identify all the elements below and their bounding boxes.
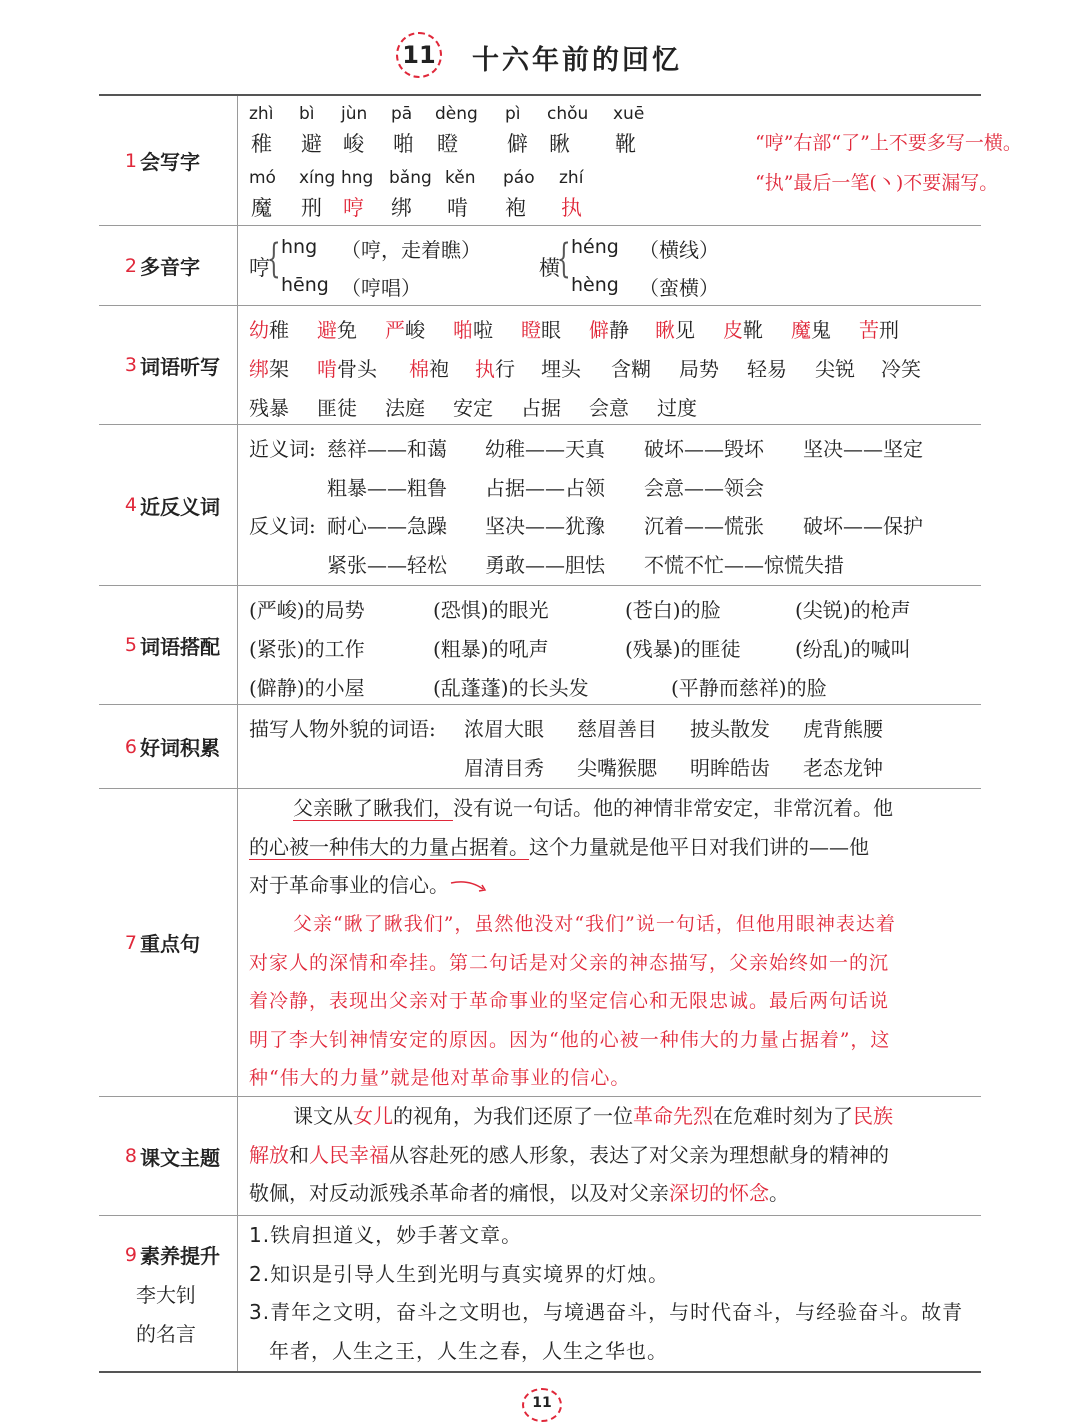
quotes-list bbox=[249, 1216, 973, 1370]
section-label bbox=[99, 1216, 238, 1371]
reading-example: （哼唱） bbox=[341, 276, 421, 300]
word-pair: 慈祥——和蔼 bbox=[327, 437, 447, 461]
section-6-row bbox=[99, 705, 981, 789]
category-label: 描写人物外貌的词语: bbox=[249, 717, 436, 741]
section-title: 会写字 bbox=[140, 150, 200, 174]
good-word: 披头散发 bbox=[690, 717, 770, 741]
pinyin: bì bbox=[299, 104, 315, 124]
annotation-arrow-icon bbox=[449, 879, 489, 895]
collocation: (残暴)的匪徒 bbox=[625, 637, 741, 661]
dictation-word: 魔鬼 bbox=[791, 318, 831, 342]
dictation-word: 避免 bbox=[317, 318, 357, 342]
reading: hng bbox=[281, 236, 318, 258]
quote-item: 1.铁肩担道义，妙手著文章。 bbox=[249, 1223, 523, 1247]
reading: hēng bbox=[281, 274, 329, 296]
section-7-content bbox=[249, 789, 973, 1096]
word-pair: 破坏——保护 bbox=[803, 514, 923, 538]
dictation-word: 局势 bbox=[679, 357, 719, 381]
section-number: 5 bbox=[124, 634, 137, 656]
character: 瞅 bbox=[549, 132, 570, 156]
sentence-text: 没有说一句话。他的神情非常安定，非常沉着。他 bbox=[453, 796, 893, 820]
good-word: 虎背熊腰 bbox=[803, 717, 883, 741]
theme-keyword: 人民幸福 bbox=[309, 1142, 389, 1167]
dictation-word: 埋头 bbox=[541, 357, 581, 381]
word-pair: 紧张——轻松 bbox=[327, 553, 447, 577]
pinyin: xuē bbox=[613, 104, 645, 124]
section-title: 好词积累 bbox=[140, 736, 220, 760]
pinyin: chǒu bbox=[547, 104, 589, 124]
analysis-line: 父亲“瞅了瞅我们”，虽然他没对“我们”说一句话，但他用眼神表达着 bbox=[293, 913, 896, 935]
character: 绑 bbox=[391, 196, 412, 220]
theme-text: 的视角，为我们还原了一位 bbox=[393, 1104, 633, 1128]
section-label bbox=[99, 705, 238, 788]
analysis-line: 明了李大钊神情安定的原因。因为“他的心被一种伟大的力量占据着”，这 bbox=[249, 1028, 891, 1051]
section-title: 词语听写 bbox=[140, 354, 220, 379]
brace-icon: { bbox=[266, 236, 281, 282]
character: 执 bbox=[561, 196, 582, 220]
character: 啪 bbox=[393, 132, 414, 156]
section-number: 8 bbox=[124, 1145, 137, 1167]
section-title: 近反义词 bbox=[140, 494, 220, 519]
section-5-row bbox=[99, 586, 981, 705]
dictation-word: 尖锐 bbox=[815, 357, 855, 381]
theme-paragraph bbox=[249, 1097, 973, 1213]
good-word: 眉清目秀 bbox=[464, 756, 544, 780]
brace-icon: { bbox=[556, 236, 571, 282]
pinyin: dèng bbox=[435, 104, 478, 124]
antonym-label: 反义词: bbox=[249, 514, 316, 538]
theme-keyword: 深切的怀念 bbox=[669, 1181, 769, 1206]
theme-text: 和 bbox=[289, 1142, 309, 1167]
section-7-row bbox=[99, 789, 981, 1097]
word-pair: 坚决——坚定 bbox=[803, 437, 923, 461]
synonym-label: 近义词: bbox=[249, 437, 316, 461]
pinyin: mó bbox=[249, 168, 276, 188]
theme-text: 在危难时刻为了 bbox=[713, 1104, 853, 1128]
section-label bbox=[99, 96, 238, 225]
character: 魔 bbox=[251, 196, 272, 220]
pinyin: hng bbox=[341, 168, 374, 188]
character: 避 bbox=[301, 132, 322, 156]
character: 刑 bbox=[301, 196, 322, 220]
section-2-row bbox=[99, 226, 981, 306]
word-pair: 勇敢——胆怯 bbox=[485, 553, 605, 577]
study-table bbox=[99, 94, 1022, 1373]
pinyin: xíng bbox=[299, 168, 336, 188]
theme-text: 从容赴死的感人形象，表达了对父亲为理想献身的精神的 bbox=[389, 1142, 889, 1167]
reading-example: （哼，走着瞧） bbox=[341, 238, 481, 262]
word-pair: 不慌不忙——惊慌失措 bbox=[644, 553, 844, 577]
good-word: 明眸皓齿 bbox=[690, 756, 770, 780]
analysis-line: 种“伟大的力量”就是他对革命事业的信心。 bbox=[249, 1067, 631, 1090]
section-9-row bbox=[99, 1216, 981, 1373]
quote-item: 2.知识是引导人生到光明与真实境界的灯烛。 bbox=[249, 1261, 670, 1286]
section-number: 7 bbox=[124, 931, 137, 954]
section-label bbox=[99, 789, 238, 1096]
section-5-content bbox=[249, 586, 973, 704]
section-8-content bbox=[249, 1097, 973, 1215]
section-number: 1 bbox=[124, 149, 137, 172]
section-number: 3 bbox=[124, 354, 137, 376]
lesson-number-badge: 11 bbox=[396, 32, 442, 78]
key-sentence-paragraph bbox=[249, 789, 973, 905]
character: 僻 bbox=[507, 132, 528, 156]
polyphone-char: 横 bbox=[539, 256, 560, 280]
section-6-content bbox=[249, 705, 973, 788]
dictation-word: 法庭 bbox=[385, 396, 425, 420]
theme-keyword: 革命先烈 bbox=[633, 1104, 713, 1128]
analysis-line: 着冷静，表现出父亲对于革命事业的坚定信心和无限忠诚。最后两句话说 bbox=[249, 990, 890, 1013]
section-3-row bbox=[99, 306, 981, 425]
dictation-word: 绑架 bbox=[249, 357, 289, 381]
section-subtitle: 的名言 bbox=[136, 1322, 196, 1346]
page-title: 十六年前的回忆 bbox=[472, 45, 682, 76]
writing-note-1: “哼”右部“了”上不要多写一横。 bbox=[755, 132, 1022, 154]
collocation: (紧张)的工作 bbox=[249, 637, 365, 661]
pinyin: zhí bbox=[559, 168, 584, 188]
dictation-word: 残暴 bbox=[249, 396, 289, 420]
dictation-word: 冷笑 bbox=[881, 357, 921, 381]
reading-example: （横线） bbox=[639, 238, 719, 262]
writing-note-2: “执”最后一笔(丶)不要漏写。 bbox=[755, 172, 999, 194]
theme-keyword: 民族 bbox=[853, 1104, 893, 1128]
dictation-word: 苦刑 bbox=[859, 318, 899, 342]
dictation-word: 棉袍 bbox=[409, 357, 449, 381]
dictation-word: 皮靴 bbox=[723, 318, 763, 342]
dictation-word: 执行 bbox=[475, 357, 515, 381]
section-label bbox=[99, 306, 238, 424]
good-word: 慈眉善目 bbox=[577, 717, 657, 741]
character: 峻 bbox=[343, 132, 364, 156]
section-number: 6 bbox=[124, 735, 137, 758]
page-number: 11 bbox=[522, 1388, 562, 1422]
dictation-word: 占据 bbox=[521, 396, 561, 420]
section-label bbox=[99, 226, 238, 305]
pinyin: bǎng bbox=[389, 168, 432, 188]
quote-item-continued: 年者，人生之王，人生之春，人生之华也。 bbox=[269, 1338, 668, 1363]
section-title: 课文主题 bbox=[140, 1145, 220, 1170]
section-number: 2 bbox=[124, 254, 137, 277]
word-pair: 占据——占领 bbox=[485, 476, 605, 500]
pinyin: jùn bbox=[341, 104, 368, 124]
good-word: 老态龙钟 bbox=[803, 756, 883, 780]
section-title: 多音字 bbox=[140, 255, 200, 279]
word-pair: 沉着——慌张 bbox=[644, 514, 764, 538]
pinyin: páo bbox=[503, 168, 535, 188]
collocation: (尖锐)的枪声 bbox=[795, 598, 911, 622]
theme-text: 课文从 bbox=[293, 1104, 353, 1128]
reading: hèng bbox=[571, 274, 619, 296]
reading: héng bbox=[571, 236, 619, 258]
analysis-line: 对家人的深情和牵挂。第二句话是对父亲的神态描写，父亲始终如一的沉 bbox=[249, 951, 890, 974]
collocation: (粗暴)的吼声 bbox=[433, 637, 549, 661]
section-title: 素养提升 bbox=[140, 1244, 220, 1268]
dictation-word: 严峻 bbox=[385, 318, 425, 342]
dictation-word: 过度 bbox=[657, 396, 697, 420]
dictation-word: 啪啦 bbox=[453, 318, 493, 342]
theme-keyword: 解放 bbox=[249, 1142, 289, 1167]
quote-item: 3.青年之文明，奋斗之文明也，与境遇奋斗，与时代奋斗，与经验奋斗。故青 bbox=[249, 1300, 964, 1325]
section-number: 4 bbox=[124, 494, 137, 516]
character: 袍 bbox=[505, 196, 526, 220]
theme-text: 敬佩，对反动派残杀革命者的痛恨，以及对父亲 bbox=[249, 1181, 669, 1206]
dictation-word: 僻静 bbox=[589, 318, 629, 342]
analysis-paragraph bbox=[249, 905, 973, 1098]
collocation: (苍白)的脸 bbox=[625, 598, 721, 622]
dictation-word: 瞅见 bbox=[655, 318, 695, 342]
section-4-content bbox=[249, 425, 973, 585]
dictation-word: 啃骨头 bbox=[317, 357, 377, 381]
collocation: (乱蓬蓬)的长头发 bbox=[433, 676, 589, 700]
collocation: (纷乱)的喊叫 bbox=[795, 637, 911, 661]
collocation: (平静而慈祥)的脸 bbox=[671, 676, 827, 700]
word-pair: 会意——领会 bbox=[644, 476, 764, 500]
pinyin: pì bbox=[505, 104, 521, 124]
dictation-word: 安定 bbox=[453, 396, 493, 420]
section-label bbox=[99, 586, 238, 704]
character: 哼 bbox=[343, 196, 364, 220]
character: 稚 bbox=[251, 132, 272, 156]
word-pair: 耐心——急躁 bbox=[327, 514, 447, 538]
section-title: 重点句 bbox=[140, 932, 200, 956]
polyphone-char: 哼 bbox=[249, 256, 270, 280]
character: 靴 bbox=[615, 132, 636, 156]
section-1-content bbox=[249, 96, 1022, 225]
good-word: 尖嘴猴腮 bbox=[577, 756, 657, 780]
section-8-row bbox=[99, 1097, 981, 1216]
collocation: (僻静)的小屋 bbox=[249, 676, 365, 700]
dictation-word: 幼稚 bbox=[249, 318, 289, 342]
section-label bbox=[99, 1097, 238, 1215]
dictation-word: 会意 bbox=[589, 396, 629, 420]
section-9-content bbox=[249, 1216, 973, 1371]
dictation-word: 轻易 bbox=[747, 357, 787, 381]
section-subtitle: 李大钊 bbox=[136, 1283, 196, 1307]
character: 瞪 bbox=[437, 132, 458, 156]
word-pair: 幼稚——天真 bbox=[485, 437, 605, 461]
word-pair: 破坏——毁坏 bbox=[644, 437, 764, 461]
underlined-phrase: 父亲瞅了瞅我们， bbox=[293, 796, 453, 820]
section-label bbox=[99, 425, 238, 585]
sentence-text: 对于革命事业的信心。 bbox=[249, 873, 449, 898]
reading-example: （蛮横） bbox=[639, 276, 719, 300]
collocation: (严峻)的局势 bbox=[249, 598, 365, 622]
word-pair: 坚决——犹豫 bbox=[485, 514, 605, 538]
section-title: 词语搭配 bbox=[140, 634, 220, 659]
section-number: 9 bbox=[124, 1243, 137, 1266]
word-pair: 粗暴——粗鲁 bbox=[327, 476, 447, 500]
section-1-row bbox=[99, 96, 1022, 226]
theme-keyword: 女儿 bbox=[353, 1104, 393, 1128]
dictation-word: 瞪眼 bbox=[521, 318, 561, 342]
underlined-phrase: 的心被一种伟大的力量占据着。 bbox=[249, 834, 529, 859]
pinyin: kěn bbox=[445, 168, 476, 188]
page-header bbox=[0, 30, 1080, 86]
section-4-row bbox=[99, 425, 981, 586]
sentence-text: 这个力量就是他平日对我们讲的——他 bbox=[529, 834, 869, 859]
character: 啃 bbox=[447, 196, 468, 220]
section-3-content bbox=[249, 306, 973, 424]
pinyin: pā bbox=[391, 104, 413, 124]
section-2-content bbox=[249, 226, 973, 305]
theme-text: 。 bbox=[769, 1181, 789, 1206]
good-word: 浓眉大眼 bbox=[464, 717, 544, 741]
pinyin: zhì bbox=[249, 104, 274, 124]
dictation-word: 匪徒 bbox=[317, 396, 357, 420]
dictation-word: 含糊 bbox=[611, 357, 651, 381]
collocation: (恐惧)的眼光 bbox=[433, 598, 549, 622]
